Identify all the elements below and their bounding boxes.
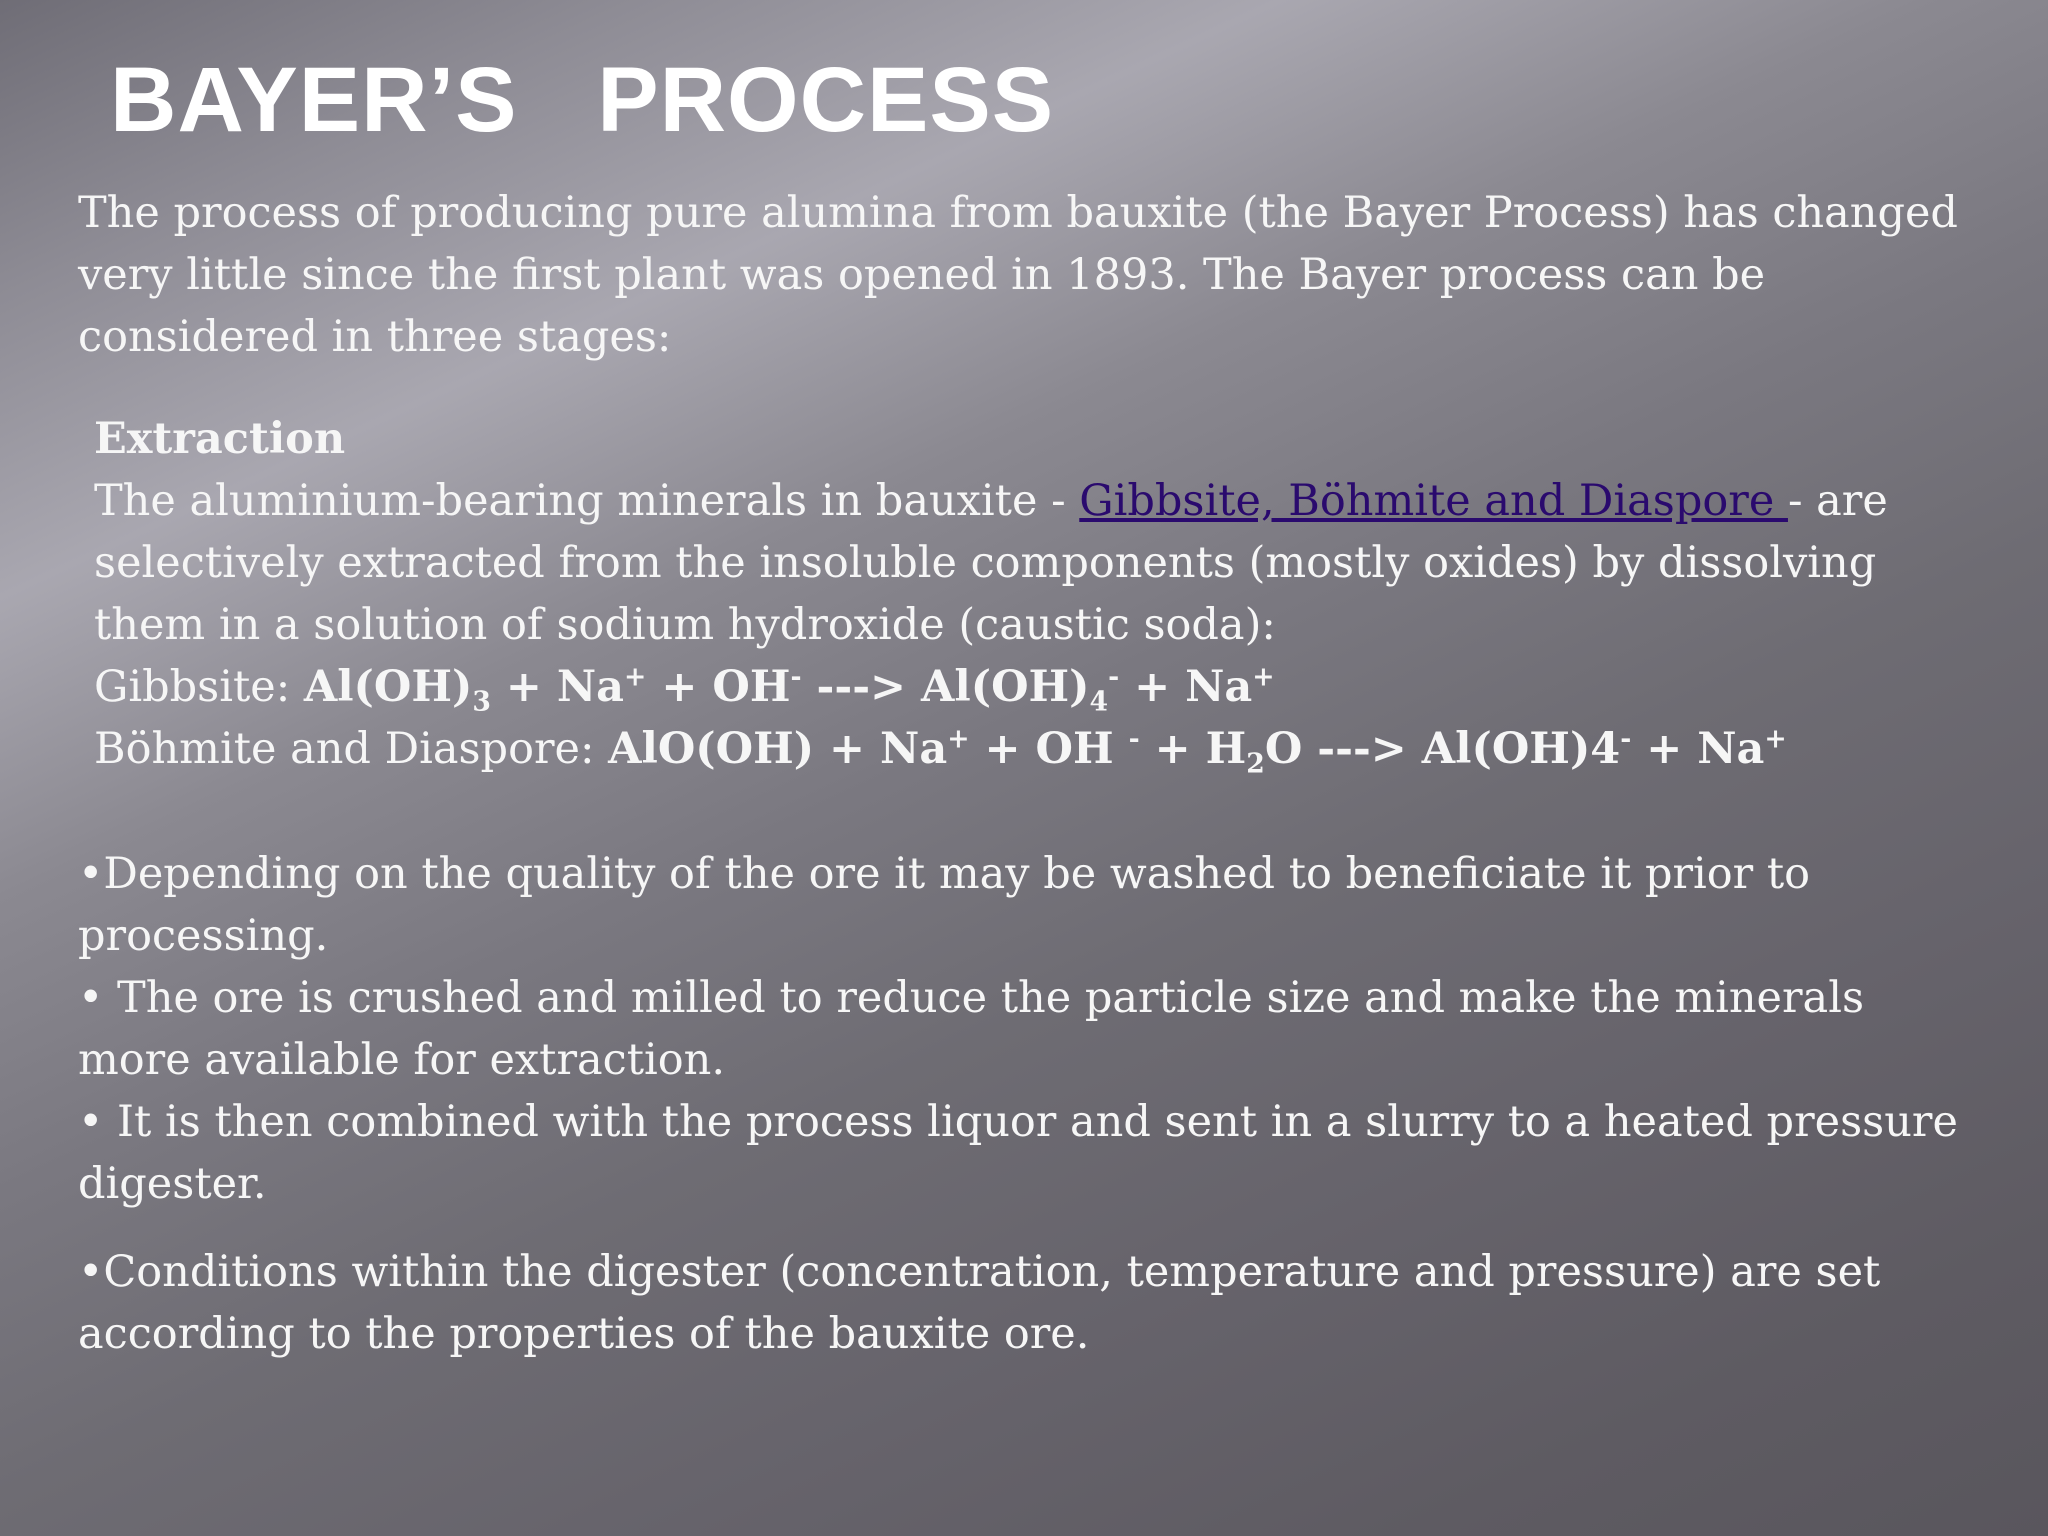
minerals-link[interactable]: Gibbsite, Böhmite and Diaspore [1079, 476, 1788, 526]
eq-part: Al(OH) [303, 662, 473, 712]
extraction-text-after-link: - are selectively extracted from the insoluble components (mostly oxides) by dissolving them in a solution of sodium hydroxide (caustic soda): [94, 476, 1888, 650]
slide-title: BAYER’S PROCESS [110, 49, 1055, 151]
eq-subscript: 4 [1089, 686, 1109, 718]
gibbsite-equation [303, 661, 1275, 718]
eq-superscript: - [1108, 661, 1120, 693]
extraction-text-before-link: The aluminium-bearing minerals in bauxite - [94, 476, 1080, 526]
eq-part: AlO(OH) + Na [608, 724, 948, 774]
eq-superscript: - [1620, 723, 1632, 755]
boehmite-label: Böhmite and Diaspore: [94, 724, 609, 774]
extraction-section [94, 408, 1994, 780]
bullet-item: •Depending on the quality of the ore it may be washed to beneficiate it prior to processing. [78, 849, 1811, 961]
eq-superscript: + [947, 723, 970, 755]
eq-superscript: + [1764, 723, 1787, 755]
bullet-item: •Conditions within the digester (concentration, temperature and pressure) are set according to the properties of the bauxite ore. [78, 1247, 1881, 1359]
eq-superscript: + [1252, 661, 1275, 693]
eq-part: + OH [646, 662, 791, 712]
eq-superscript: - [1128, 723, 1140, 755]
bullet-item: • The ore is crushed and milled to reduce the particle size and make the minerals more available for extraction. [78, 973, 1865, 1085]
bullet-list [78, 843, 1978, 1365]
intro-paragraph: The process of producing pure alumina from bauxite (the Bayer Process) has changed very little since the first plant was opened in 1893. The Bayer process can be considered in three stages: [78, 188, 1958, 362]
eq-part: + Na [490, 662, 625, 712]
eq-superscript: + [624, 661, 647, 693]
gibbsite-label: Gibbsite: [94, 662, 304, 712]
extraction-heading: Extraction [94, 414, 346, 464]
boehmite-equation-line [94, 718, 1994, 780]
eq-part: + OH [969, 724, 1129, 774]
eq-part: + Na [1119, 662, 1253, 712]
bullet-item: • It is then combined with the process liquor and sent in a slurry to a heated pressure digester. [78, 1097, 1958, 1209]
boehmite-equation [608, 723, 1787, 780]
gibbsite-equation-line [94, 656, 1994, 718]
eq-subscript: 3 [472, 686, 491, 718]
eq-part: ---> Al(OH) [801, 662, 1090, 712]
eq-part: O ---> Al(OH)4 [1264, 724, 1621, 774]
eq-part: + Na [1631, 724, 1765, 774]
eq-superscript: - [790, 661, 802, 693]
eq-subscript: 2 [1246, 748, 1265, 780]
eq-part: + H [1139, 724, 1247, 774]
